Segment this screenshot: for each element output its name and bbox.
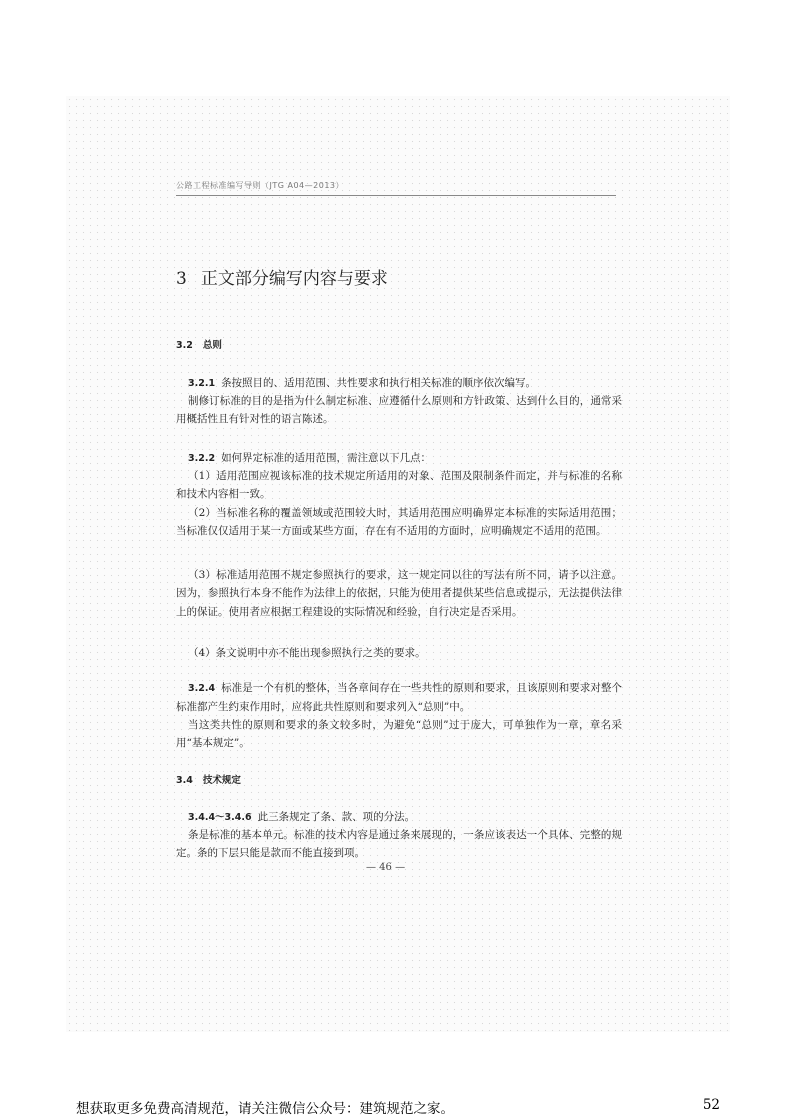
section-number: 3.4	[176, 775, 193, 786]
chapter-title	[176, 264, 388, 289]
clause-text: 条按照目的、适用范围、共性要求和执行相关标准的顺序依次编写。	[221, 377, 537, 389]
chapter-title-text: 正文部分编写内容与要求	[200, 269, 388, 289]
list-item: （2）当标准名称的覆盖领域或范围较大时，其适用范围应明确界定本标准的实际适用范围；当标准仅仅适用于某一方面或某些方面，存在有不适用的方面时，应明确规定不适用的范围。	[176, 507, 622, 538]
footer-notice: 想获取更多免费高清规范，请关注微信公众号：建筑规范之家。	[76, 1101, 454, 1117]
list-item: （4）条文说明中亦不能出现参照执行之类的要求。	[188, 647, 426, 659]
clause-number: 3.2.4	[188, 683, 216, 694]
clause-paragraph	[176, 374, 622, 393]
explanation-paragraph: 条是标准的基本单元。标准的技术内容是通过条来展现的，一条应该表达一个具体、完整的规定。条的下层只能是款而不能直接到项。	[176, 829, 622, 860]
explanation-paragraph: 制修订标准的目的是指为什么制定标准、应遵循什么原则和方针政策、达到什么目的，通常采用概括性且有针对性的语言陈述。	[176, 395, 622, 426]
clause-text: 此三条规定了条、款、项的分法。	[257, 811, 416, 823]
scanned-page	[66, 96, 730, 1032]
clause-paragraph	[176, 449, 622, 468]
clause-text: 如何界定标准的适用范围，需注意以下几点：	[221, 452, 432, 464]
section-heading	[176, 772, 241, 786]
clause-paragraph	[176, 808, 622, 827]
section-heading	[176, 337, 222, 351]
section-title: 技术规定	[202, 775, 241, 786]
folio-page-number: — 46 —	[366, 862, 406, 873]
list-item: （1）适用范围应视该标准的技术规定所适用的对象、范围及限制条件而定，并与标准的名称和技术内容相一致。	[176, 470, 622, 501]
running-head: 公路工程标准编写导则（JTG A04—2013）	[176, 180, 616, 196]
clause-paragraph	[176, 679, 622, 717]
clause-number: 3.4.4～3.4.6	[188, 812, 252, 823]
clause-number: 3.2.2	[188, 453, 216, 464]
page-number: 52	[702, 1097, 720, 1113]
clause-text: 标准是一个有机的整体，当各章间存在一些共性的原则和要求，且该原则和要求对整个标准都产生约束作用时，应将此共性原则和要求列入“总则”中。	[176, 682, 622, 714]
section-title: 总则	[202, 340, 222, 351]
explanation-paragraph: 当这类共性的原则和要求的条文较多时，为避免“总则”过于庞大，可单独作为一章，章名采用“基本规定”。	[176, 719, 622, 750]
chapter-number: 3	[176, 269, 187, 289]
section-number: 3.2	[176, 340, 193, 351]
list-item: （3）标准适用范围不规定参照执行的要求，这一规定同以往的写法有所不同，请予以注意。因为，参照执行本身不能作为法律上的依据，只能为使用者提供某些信息或提示，无法提供法律上的保证。使用者应根据工程建设的实际情况和经验，自行决定是否采用。	[176, 569, 622, 618]
clause-number: 3.2.1	[188, 378, 216, 389]
